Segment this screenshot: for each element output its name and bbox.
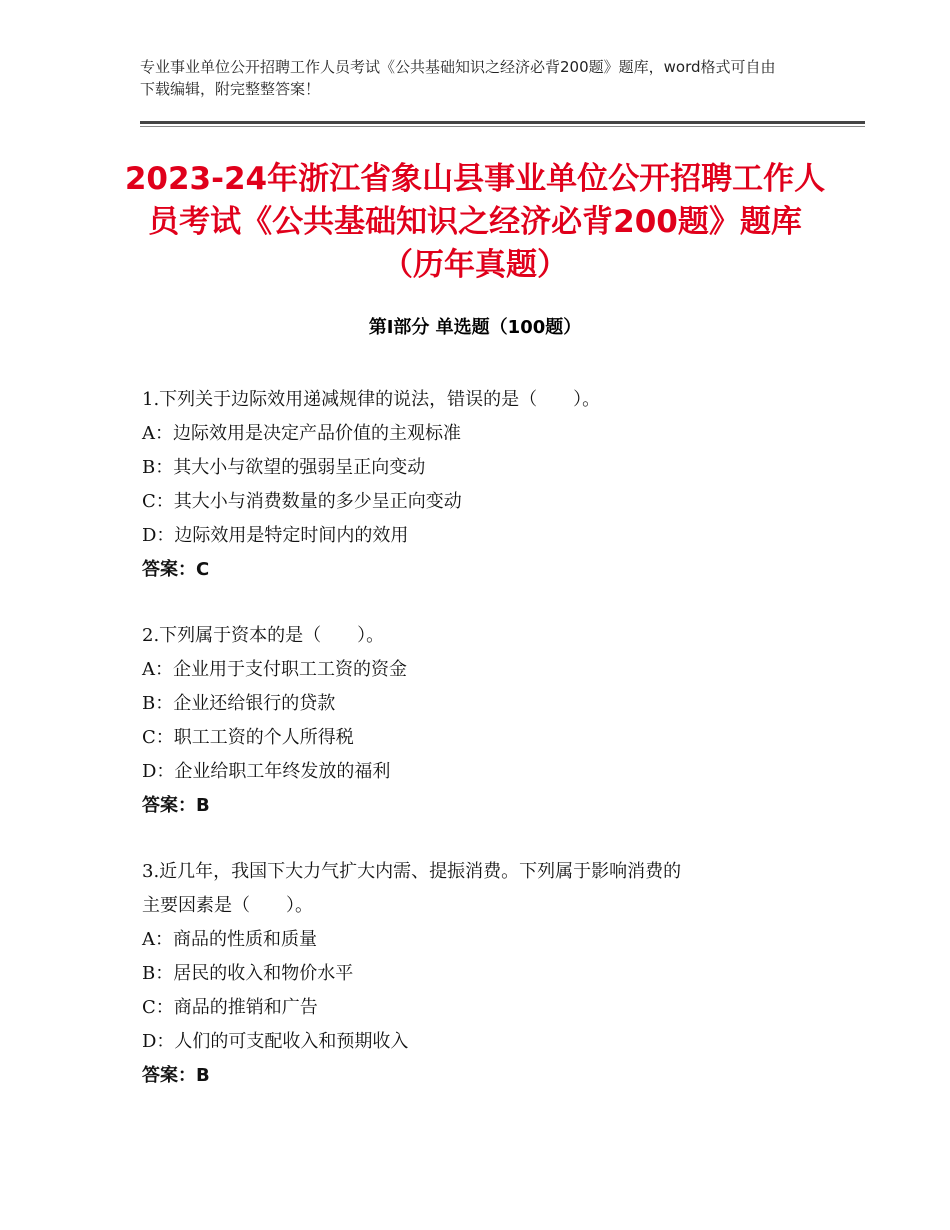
option-d: D：企业给职工年终发放的福利: [142, 761, 391, 782]
option-a: A：商品的性质和质量: [142, 929, 317, 950]
header-divider-thick: [140, 121, 865, 124]
option-b: B：其大小与欲望的强弱呈正向变动: [142, 457, 426, 478]
option-c: C：其大小与消费数量的多少呈正向变动: [142, 491, 462, 512]
option-a: A：企业用于支付职工工资的资金: [142, 659, 407, 680]
section-title: 第Ⅰ部分 单选题（100题）: [368, 317, 582, 338]
option-d: D：边际效用是特定时间内的效用: [142, 525, 409, 546]
answer: 答案：C: [142, 559, 210, 580]
question-2: [142, 619, 812, 823]
answer: 答案：B: [142, 1065, 210, 1086]
question-3: [142, 855, 812, 1093]
question-stem: 1.下列关于边际效用递减规律的说法，错误的是（ ）。: [142, 389, 601, 410]
option-a: A：边际效用是决定产品价值的主观标准: [142, 423, 461, 444]
question-list: [142, 383, 812, 1125]
option-b: B：居民的收入和物价水平: [142, 963, 354, 984]
question-1: [142, 383, 812, 587]
option-b: B：企业还给银行的贷款: [142, 693, 336, 714]
question-stem: 2.下列属于资本的是（ ）。: [142, 625, 385, 646]
question-stem-line-2: 主要因素是（ ）。: [142, 895, 313, 916]
header-note: 专业事业单位公开招聘工作人员考试《公共基础知识之经济必背200题》题库，word格式可自由下载编辑，附完整整答案！: [140, 58, 776, 98]
option-d: D：人们的可支配收入和预期收入: [142, 1031, 409, 1052]
answer: 答案：B: [142, 795, 210, 816]
document-title: 2023-24年浙江省象山县事业单位公开招聘工作人员考试《公共基础知识之经济必背200题》题库（历年真题）: [124, 161, 826, 283]
option-c: C：商品的推销和广告: [142, 997, 318, 1018]
header-divider-thin: [140, 126, 865, 127]
question-stem-line-1: 3.近几年，我国下大力气扩大内需、提振消费。下列属于影响消费的: [142, 861, 682, 882]
option-c: C：职工工资的个人所得税: [142, 727, 354, 748]
